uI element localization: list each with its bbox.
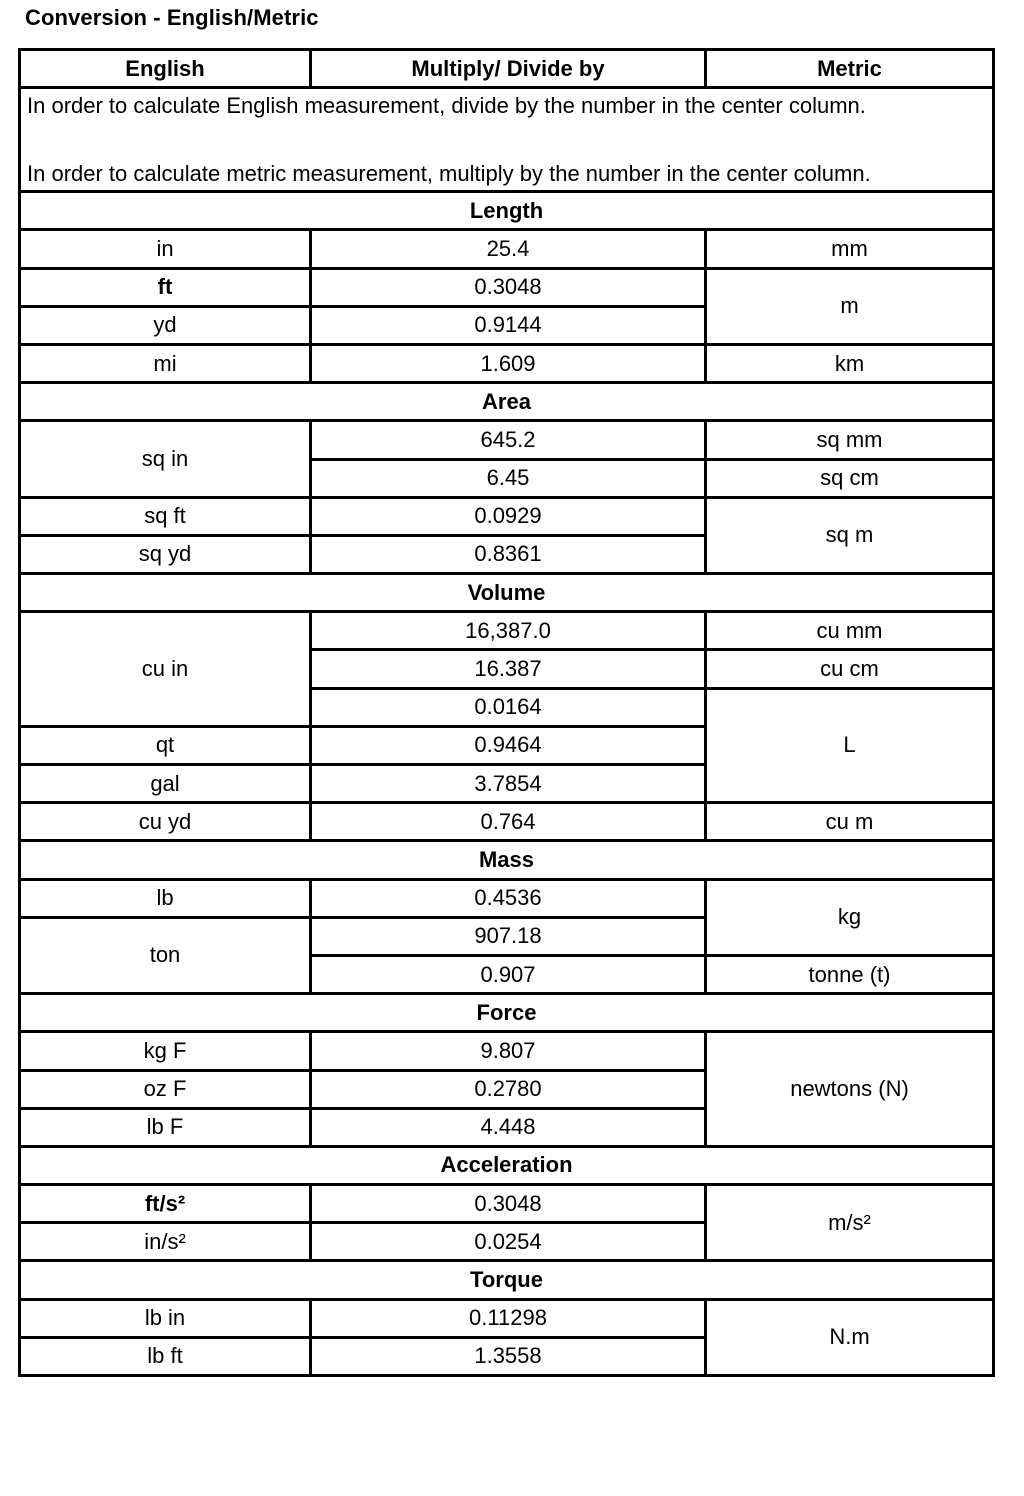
- category-force: Force: [20, 994, 994, 1032]
- english-unit: oz F: [20, 1070, 311, 1108]
- metric-unit: newtons (N): [706, 1032, 994, 1147]
- factor-value: 25.4: [311, 230, 706, 268]
- english-unit: lb in: [20, 1299, 311, 1337]
- metric-unit: m/s²: [706, 1185, 994, 1261]
- instructions-cell: [20, 88, 994, 192]
- factor-value: 0.0929: [311, 497, 706, 535]
- english-unit: cu in: [20, 612, 311, 727]
- english-unit: lb ft: [20, 1337, 311, 1375]
- conversion-table: [18, 48, 995, 1377]
- metric-unit: kg: [706, 879, 994, 955]
- english-unit: ft/s²: [20, 1185, 311, 1223]
- english-unit: ft: [20, 268, 311, 306]
- category-row: [20, 192, 994, 230]
- category-torque: Torque: [20, 1261, 994, 1299]
- table-row: [20, 230, 994, 268]
- factor-value: 645.2: [311, 421, 706, 459]
- table-row: [20, 421, 994, 459]
- metric-unit: cu cm: [706, 650, 994, 688]
- page-title: Conversion - English/Metric: [25, 5, 319, 30]
- factor-value: 0.4536: [311, 879, 706, 917]
- instruction-english: In order to calculate English measurement, divide by the number in the center column.: [27, 93, 866, 119]
- factor-value: 0.9464: [311, 726, 706, 764]
- category-row: [20, 574, 994, 612]
- header-factor: Multiply/ Divide by: [311, 50, 706, 88]
- table-row: [20, 344, 994, 382]
- metric-unit: sq cm: [706, 459, 994, 497]
- category-row: [20, 841, 994, 879]
- metric-unit: m: [706, 268, 994, 344]
- instructions-row: [20, 88, 994, 192]
- category-row: [20, 383, 994, 421]
- factor-value: 0.3048: [311, 268, 706, 306]
- category-row: [20, 994, 994, 1032]
- factor-value: 0.907: [311, 955, 706, 993]
- english-unit: sq ft: [20, 497, 311, 535]
- factor-value: 16,387.0: [311, 612, 706, 650]
- metric-unit: sq m: [706, 497, 994, 573]
- category-area: Area: [20, 383, 994, 421]
- category-row: [20, 1146, 994, 1184]
- factor-value: 3.7854: [311, 765, 706, 803]
- table-row: [20, 1185, 994, 1223]
- factor-value: 0.0164: [311, 688, 706, 726]
- metric-unit: mm: [706, 230, 994, 268]
- category-length: Length: [20, 192, 994, 230]
- factor-value: 907.18: [311, 917, 706, 955]
- factor-value: 6.45: [311, 459, 706, 497]
- english-unit: lb F: [20, 1108, 311, 1146]
- english-unit: cu yd: [20, 803, 311, 841]
- factor-value: 0.9144: [311, 306, 706, 344]
- english-unit: yd: [20, 306, 311, 344]
- category-row: [20, 1261, 994, 1299]
- metric-unit: cu m: [706, 803, 994, 841]
- factor-value: 0.0254: [311, 1223, 706, 1261]
- header-metric: Metric: [706, 50, 994, 88]
- factor-value: 16.387: [311, 650, 706, 688]
- factor-value: 1.609: [311, 344, 706, 382]
- instruction-spacer: [27, 118, 988, 162]
- english-unit: qt: [20, 726, 311, 764]
- english-unit: in/s²: [20, 1223, 311, 1261]
- english-unit: kg F: [20, 1032, 311, 1070]
- header-english: English: [20, 50, 311, 88]
- table-row: [20, 497, 994, 535]
- factor-value: 9.807: [311, 1032, 706, 1070]
- english-unit: sq in: [20, 421, 311, 497]
- metric-unit: tonne (t): [706, 955, 994, 993]
- metric-unit: sq mm: [706, 421, 994, 459]
- english-unit: mi: [20, 344, 311, 382]
- metric-unit: km: [706, 344, 994, 382]
- instruction-metric: In order to calculate metric measurement, multiply by the number in the center column.: [27, 161, 871, 187]
- table-row: [20, 1299, 994, 1337]
- metric-unit: cu mm: [706, 612, 994, 650]
- metric-unit: N.m: [706, 1299, 994, 1375]
- factor-value: 0.2780: [311, 1070, 706, 1108]
- factor-value: 0.8361: [311, 535, 706, 573]
- factor-value: 0.11298: [311, 1299, 706, 1337]
- table-row: [20, 268, 994, 306]
- english-unit: sq yd: [20, 535, 311, 573]
- english-unit: ton: [20, 917, 311, 993]
- table-row: [20, 879, 994, 917]
- header-row: [20, 50, 994, 88]
- factor-value: 1.3558: [311, 1337, 706, 1375]
- english-unit: gal: [20, 765, 311, 803]
- english-unit: lb: [20, 879, 311, 917]
- category-acceleration: Acceleration: [20, 1146, 994, 1184]
- table-row: [20, 803, 994, 841]
- table-row: [20, 612, 994, 650]
- category-mass: Mass: [20, 841, 994, 879]
- factor-value: 0.3048: [311, 1185, 706, 1223]
- english-unit: in: [20, 230, 311, 268]
- factor-value: 0.764: [311, 803, 706, 841]
- table-row: [20, 1032, 994, 1070]
- category-volume: Volume: [20, 574, 994, 612]
- metric-unit: L: [706, 688, 994, 803]
- factor-value: 4.448: [311, 1108, 706, 1146]
